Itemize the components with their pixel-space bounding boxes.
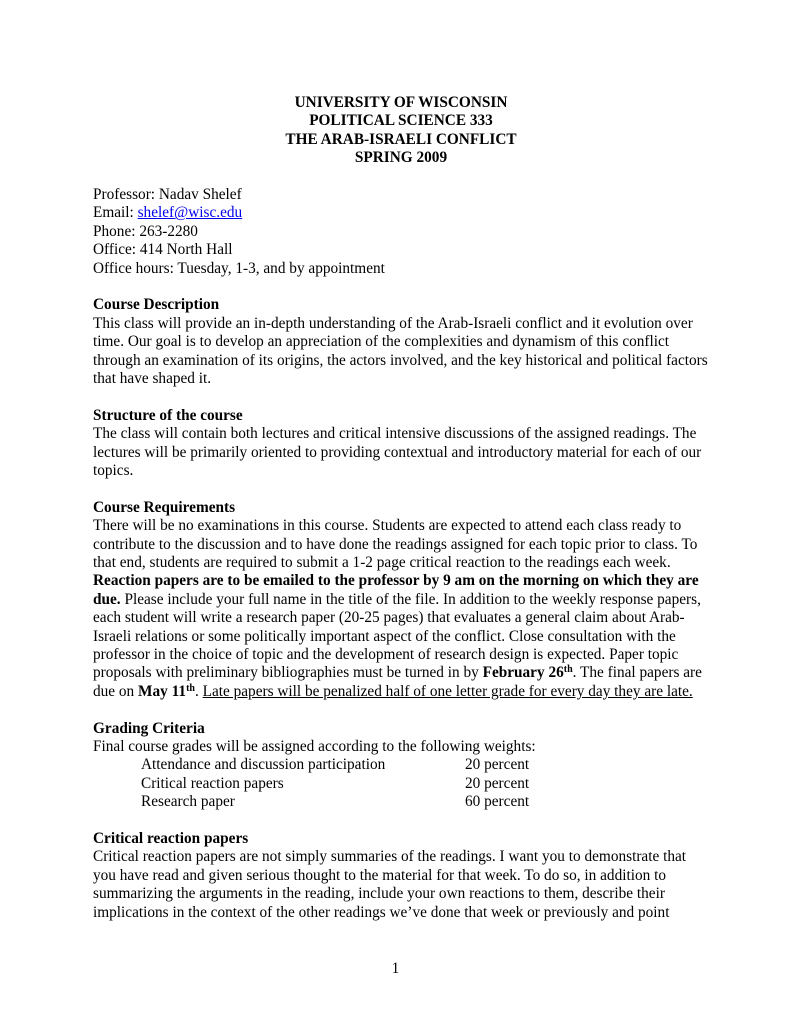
contact-block: [93, 186, 709, 278]
structure-heading: Structure of the course: [93, 406, 243, 424]
grading-section: [93, 720, 709, 812]
proposal-due-date: [483, 664, 573, 681]
requirements-text: [93, 517, 709, 701]
university-name: UNIVERSITY OF WISCONSIN: [294, 94, 508, 111]
requirements-text-part4: .: [194, 682, 203, 700]
late-paper-policy: Late papers will be penalized half of one letter grade for every day they are late.: [202, 682, 693, 700]
critical-papers-heading: Critical reaction papers: [93, 830, 249, 848]
structure-text: The class will contain both lectures and critical intensive discussions of the assigned readings. The lectures will be primarily oriented to providing contextual and introductory material for each of our topics.: [93, 425, 702, 480]
proposal-due-date-suffix: th: [563, 664, 573, 676]
requirements-section: [93, 499, 709, 701]
document-header: [93, 94, 709, 168]
course-description-text: This class will provide an in-depth understanding of the Arab-Israeli conflict and it evolution over time. Our goal is to develop an appreciation of the complexities and dynamism of this conflict through an examination of its origins, the actors involved, and the key historical and political factors that have shaped it.: [93, 314, 708, 387]
requirements-text-part2: Please include your full name in the title of the file. In addition to the weekly response papers, each student will write a research paper (20-25 pages) that evaluates a general claim about Arab-Israeli relations or some politically important aspect of the conflict. Close consultation with the professor in the choice of topic and the development of research design is expected. Paper topic proposals with preliminary bibliographies must be turned in by: [93, 590, 701, 682]
grade-item-weight: 20 percent: [465, 774, 530, 792]
grade-item-weight: 60 percent: [465, 793, 530, 811]
requirements-text-part1: There will be no examinations in this course. Students are expected to attend each class ready to contribute to the discussion and to have done the readings assigned for each topic prior to class. To that end, students are required to submit a 1-2 page critical reaction to the readings each week.: [93, 517, 698, 572]
syllabus-page: [93, 94, 709, 922]
grade-item-weight: 20 percent: [465, 756, 530, 774]
grade-row: [93, 775, 709, 793]
email-line: [93, 204, 709, 222]
course-number: POLITICAL SCIENCE 333: [309, 112, 493, 130]
grade-item-label: Critical reaction papers: [141, 774, 284, 792]
page-number: 1: [391, 960, 400, 977]
office-hours-line: Office hours: Tuesday, 1-3, and by appointment: [93, 259, 385, 277]
requirements-heading: Course Requirements: [93, 498, 236, 516]
grade-row: [93, 793, 709, 811]
grade-item-label: Attendance and discussion participation: [141, 756, 386, 774]
proposal-due-date-text: February 26: [482, 664, 564, 682]
grade-item-label: Research paper: [141, 793, 235, 811]
grading-heading: Grading Criteria: [93, 719, 205, 737]
critical-papers-section: [93, 830, 709, 922]
phone-line: Phone: 263-2280: [93, 222, 198, 240]
course-title: THE ARAB-ISRAELI CONFLICT: [285, 130, 517, 148]
final-paper-due-date-suffix: th: [186, 682, 195, 694]
critical-papers-text: Critical reaction papers are not simply summaries of the readings. I want you to demonstrate that you have read and given serious thought to the material for that week. To do so, in addition to summarizing the arguments in the reading, include your own reactions to them, describe their implications in the context of the other readings we’ve done that week or previously and point: [93, 848, 687, 921]
email-link[interactable]: shelef@wisc.edu: [137, 204, 243, 222]
reaction-paper-deadline: Reaction papers are to be emailed to the professor by 9 am on the morning on which they are due.: [93, 572, 699, 608]
final-paper-due-date: [138, 683, 195, 700]
requirements-text-part3: . The final papers are due on: [93, 664, 702, 700]
structure-section: [93, 407, 709, 481]
semester: SPRING 2009: [354, 149, 448, 167]
course-description-heading: Course Description: [93, 296, 220, 314]
final-paper-due-date-text: May 11: [138, 682, 187, 700]
grade-row: [93, 756, 709, 774]
grading-intro: Final course grades will be assigned according to the following weights:: [93, 738, 536, 756]
professor-name: Professor: Nadav Shelef: [93, 185, 242, 203]
office-line: Office: 414 North Hall: [93, 241, 233, 259]
email-label: Email:: [93, 204, 138, 222]
course-description-section: [93, 296, 709, 388]
